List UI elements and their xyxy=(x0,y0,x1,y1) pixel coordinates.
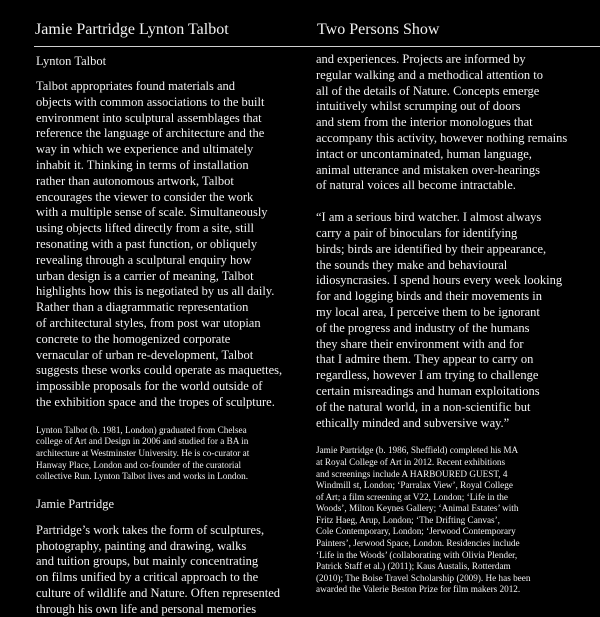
artists-title: Jamie Partridge Lynton Talbot xyxy=(35,21,229,38)
partridge-body: Partridge’s work takes the form of sculptures, photography, painting and drawing, walks and tuition groups, but mainly concentrating on films unified by a critical approach to the culture of wildlife and Nature. Often represented through his own life and personal memories xyxy=(36,522,280,616)
partridge-quote: “I am a serious bird watcher. I almost always carry a pair of binoculars for identifying birds; birds are identified by their appearance, the sounds they make and behavioural idiosyncrasies. I spend hours every week looking for and logging birds and their movements in my local area, I perceive them to be ignorant of the progress and industry of the humans they share their environment with and for that I admire them. They appear to carry on regardless, however I am trying to challenge certain misreadings and human exploitations of the natural world, in a non-scientific but ethically minded and subversive way.” xyxy=(316,210,563,430)
partridge-bio: Jamie Partridge (b. 1986, Sheffield) completed his MA at Royal College of Art in 2012. Recent exhibitions and screenings include A HARBOURED GUEST, 4 Windmill st, London; ‘Parralax View’, Royal College of Art; a film screening at V22, London; ‘Life in the Woods’, Milton Keynes Gallery; ‘Animal Estates’ with Fritz Haeg, Arup, London; ‘The Drifting Canvas’, Cole Contemporary, London; ‘Jerwood Contemporary Painters’, Jerwood Space, London. Residencies include ‘Life in the Woods’ (collaborating with Olivia Plender, Patrick Staff et al.) (2011); Kaus Austalis, Rotterdam (2010); The Boise Travel Scholarship (2009). He has been awarded the Valerie Beston Prize for film makers 2012. xyxy=(316,445,531,595)
partridge-body-continued: and experiences. Projects are informed by regular walking and a methodical attention to all of the details of Nature. Concepts emerge intuitively whilst scrumping out of doors and stem from the interior monologues that accompany this activity, however nothing remains intact or uncontaminated, human language, animal utterance and mistaken over-hearings of natural voices all become intractable. xyxy=(316,52,568,193)
talbot-body: Talbot appropriates found materials and objects with common associations to the built environment into sculptural assemblages that reference the language of architecture and the way in which we experience and ultimately inhabit it. Thinking in terms of installation rather than autonomous artwork, Talbot encourages the viewer to consider the work with a multiple sense of scale. Simultaneously using objects lifted directly from a site, still resonating with a past function, or obliquely revealing through a sculptural enquiry how urban design is a carrier of meaning, Talbot highlights how this is negotiated by us all daily. Rather than a diagrammatic representation of architectural styles, from post war utopian concrete to the homogenized corporate vernacular of urban re-development, Talbot suggests these works could operate as maquettes, impossible proposals for the world outside of the exhibition space and the tropes of sculpture. xyxy=(36,79,283,409)
right-column xyxy=(316,52,600,597)
left-column xyxy=(36,52,306,616)
section-title-talbot: Lynton Talbot xyxy=(36,54,107,68)
page-header xyxy=(35,20,600,44)
talbot-bio: Lynton Talbot (b. 1981, London) graduated from Chelsea college of Art and Design in 2006 and studied for a BA in architecture at Westminster University. He is co-curator at Hanway Place, London and co-founder of the curatorial collective Run. Lynton Talbot lives and works in London. xyxy=(36,424,250,482)
show-title: Two Persons Show xyxy=(317,21,440,38)
header-divider xyxy=(34,46,600,47)
section-title-partridge: Jamie Partridge xyxy=(36,496,115,511)
